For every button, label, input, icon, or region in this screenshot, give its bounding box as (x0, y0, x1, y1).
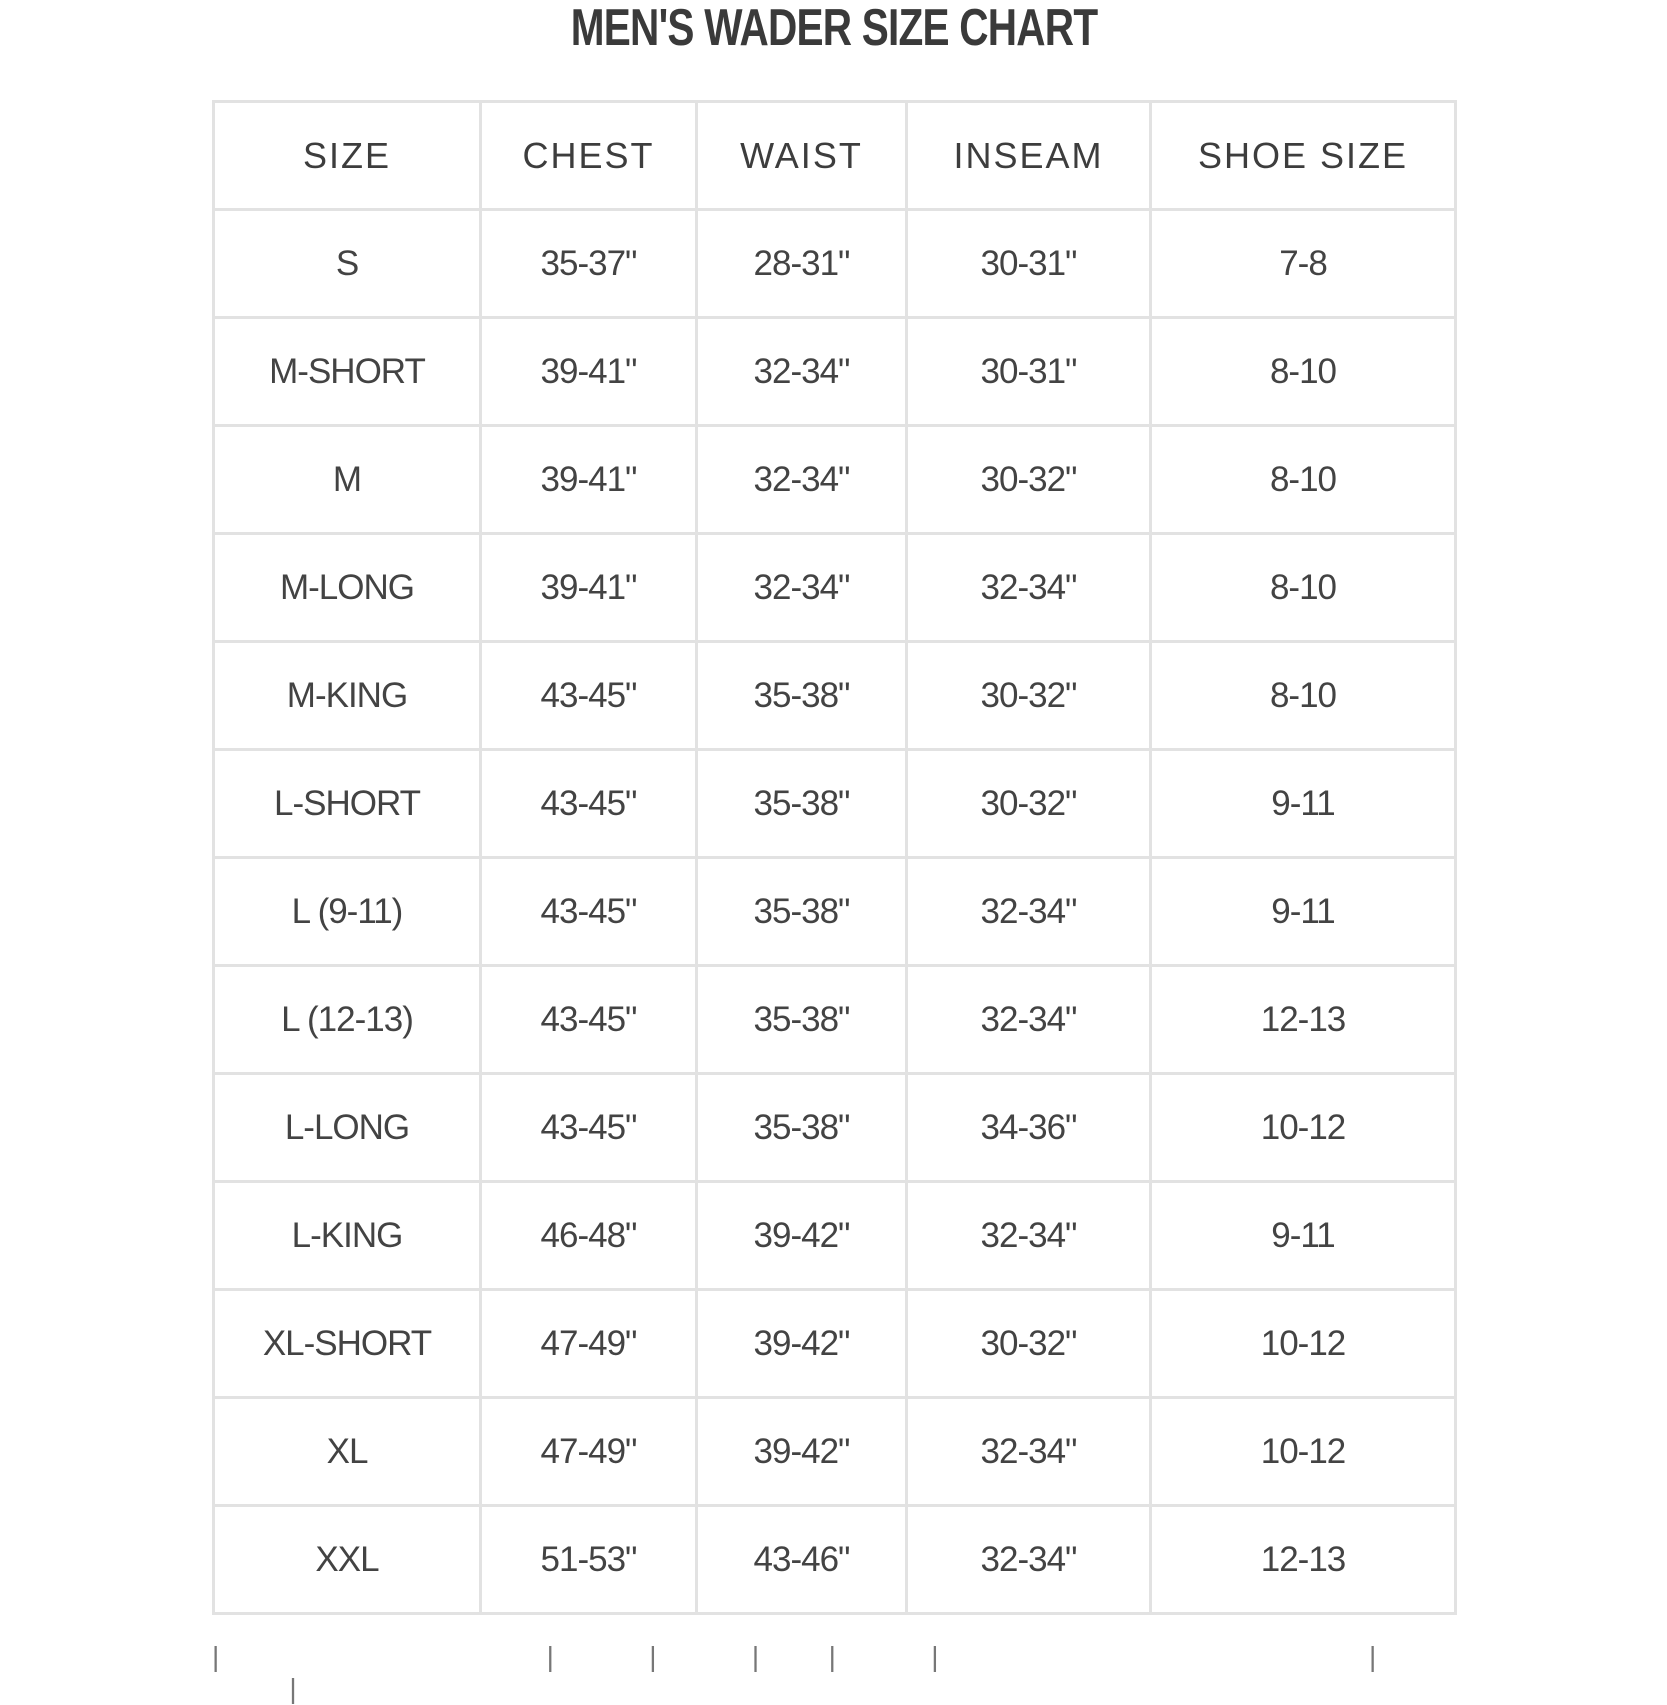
cell-inseam: 30-32" (907, 642, 1151, 750)
column-header-waist: WAIST (697, 102, 907, 210)
cell-shoe-size: 8-10 (1151, 642, 1456, 750)
table-row (214, 1290, 1456, 1398)
cell-inseam: 32-34" (907, 1398, 1151, 1506)
cell-inseam: 34-36" (907, 1074, 1151, 1182)
cell-shoe-size: 8-10 (1151, 318, 1456, 426)
size-table (212, 100, 1457, 1615)
cell-size: XXL (214, 1506, 481, 1614)
cell-size: L (9-11) (214, 858, 481, 966)
cell-shoe-size: 9-11 (1151, 858, 1456, 966)
table-row (214, 210, 1456, 318)
cell-size: M (214, 426, 481, 534)
table-row (214, 1398, 1456, 1506)
cell-inseam: 30-31" (907, 210, 1151, 318)
cell-shoe-size: 8-10 (1151, 426, 1456, 534)
cell-size: M-KING (214, 642, 481, 750)
cell-chest: 39-41" (481, 426, 697, 534)
table-row (214, 642, 1456, 750)
cell-waist: 28-31" (697, 210, 907, 318)
column-header-size: SIZE (214, 102, 481, 210)
cell-chest: 46-48" (481, 1182, 697, 1290)
table-row (214, 426, 1456, 534)
cell-shoe-size: 10-12 (1151, 1398, 1456, 1506)
cell-chest: 43-45" (481, 1074, 697, 1182)
cell-waist: 35-38" (697, 858, 907, 966)
cell-inseam: 32-34" (907, 1182, 1151, 1290)
cell-shoe-size: 12-13 (1151, 1506, 1456, 1614)
cell-inseam: 30-32" (907, 750, 1151, 858)
cell-waist: 35-38" (697, 642, 907, 750)
cell-waist: 35-38" (697, 1074, 907, 1182)
cell-inseam: 32-34" (907, 534, 1151, 642)
table-row (214, 1074, 1456, 1182)
cell-shoe-size: 7-8 (1151, 210, 1456, 318)
chart-title: MEN'S WADER SIZE CHART (570, 0, 1098, 57)
cell-shoe-size: 8-10 (1151, 534, 1456, 642)
cell-chest: 39-41" (481, 318, 697, 426)
cell-waist: 39-42" (697, 1398, 907, 1506)
cell-chest: 43-45" (481, 642, 697, 750)
cell-size: M-SHORT (214, 318, 481, 426)
cell-waist: 35-38" (697, 750, 907, 858)
cell-chest: 43-45" (481, 858, 697, 966)
cell-shoe-size: 12-13 (1151, 966, 1456, 1074)
column-header-inseam: INSEAM (907, 102, 1151, 210)
cell-inseam: 30-32" (907, 426, 1151, 534)
cell-chest: 51-53" (481, 1506, 697, 1614)
cell-shoe-size: 9-11 (1151, 750, 1456, 858)
cell-size: L-KING (214, 1182, 481, 1290)
cell-size: XL (214, 1398, 481, 1506)
table-row (214, 750, 1456, 858)
cell-size: L-LONG (214, 1074, 481, 1182)
cell-inseam: 30-31" (907, 318, 1151, 426)
cell-chest: 43-45" (481, 750, 697, 858)
cell-inseam: 32-34" (907, 1506, 1151, 1614)
table-body (214, 210, 1456, 1614)
cell-inseam: 32-34" (907, 966, 1151, 1074)
cell-shoe-size: 9-11 (1151, 1182, 1456, 1290)
cell-waist: 32-34" (697, 426, 907, 534)
cell-chest: 47-49" (481, 1398, 697, 1506)
cell-chest: 35-37" (481, 210, 697, 318)
table-row (214, 534, 1456, 642)
cell-size: M-LONG (214, 534, 481, 642)
cell-inseam: 30-32" (907, 1290, 1151, 1398)
cell-waist: 32-34" (697, 318, 907, 426)
table-row (214, 858, 1456, 966)
column-header-shoe-size: SHOE SIZE (1151, 102, 1456, 210)
cell-waist: 43-46" (697, 1506, 907, 1614)
cell-waist: 32-34" (697, 534, 907, 642)
cell-shoe-size: 10-12 (1151, 1290, 1456, 1398)
table-row (214, 1506, 1456, 1614)
cell-waist: 39-42" (697, 1290, 907, 1398)
table-row (214, 966, 1456, 1074)
column-header-chest: CHEST (481, 102, 697, 210)
cell-chest: 47-49" (481, 1290, 697, 1398)
table-row (214, 318, 1456, 426)
cell-waist: 35-38" (697, 966, 907, 1074)
cell-size: L (12-13) (214, 966, 481, 1074)
cell-size: XL-SHORT (214, 1290, 481, 1398)
cell-chest: 43-45" (481, 966, 697, 1074)
table-row (214, 1182, 1456, 1290)
header-row (214, 102, 1456, 210)
cell-shoe-size: 10-12 (1151, 1074, 1456, 1182)
cell-waist: 39-42" (697, 1182, 907, 1290)
cell-chest: 39-41" (481, 534, 697, 642)
cell-inseam: 32-34" (907, 858, 1151, 966)
cell-size: S (214, 210, 481, 318)
cell-size: L-SHORT (214, 750, 481, 858)
cut-off-footnote: | | | | | | | | (212, 1641, 1395, 1704)
